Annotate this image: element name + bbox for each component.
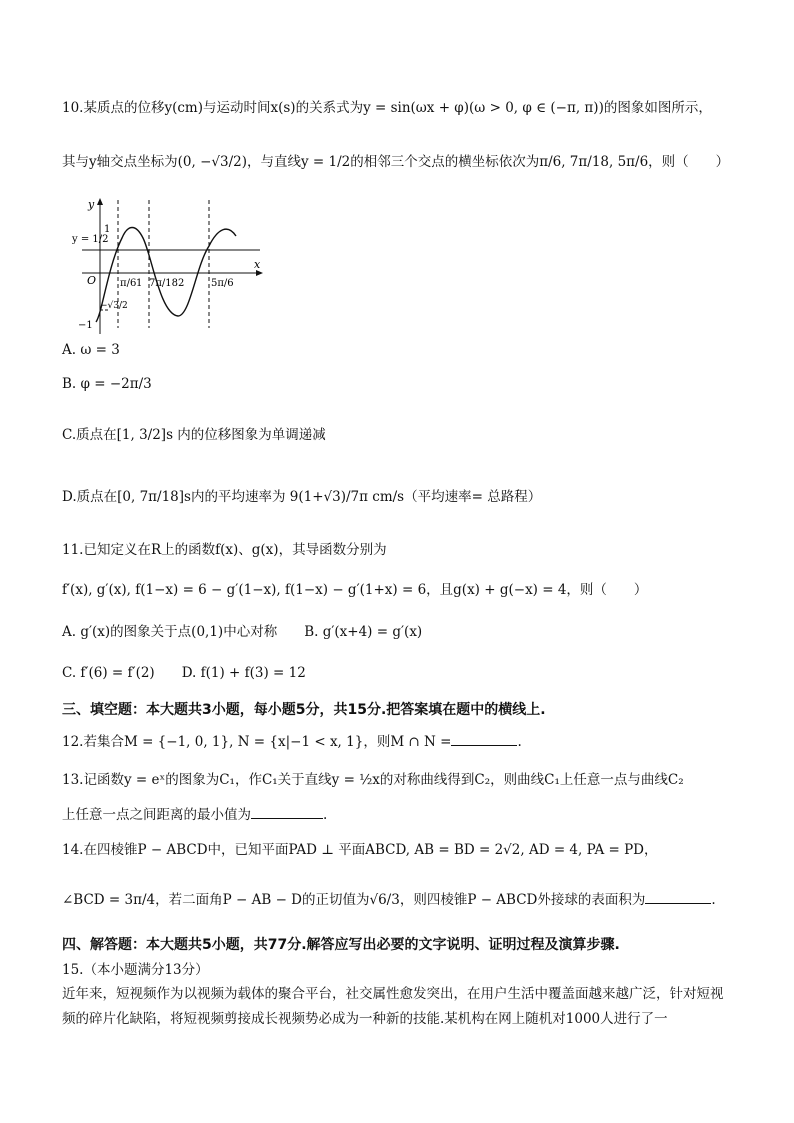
section-4-heading: 四、解答题：本大题共5小题，共77分.解答应写出必要的文字说明、证明过程及演算步骤. bbox=[62, 937, 620, 953]
q12-end: . bbox=[517, 734, 522, 750]
label-7pi18: 7π/18 bbox=[149, 278, 179, 289]
q15-title: 15.（本小题满分13分） bbox=[62, 962, 209, 978]
q12-line bbox=[62, 732, 522, 752]
q10-line2: 其与y轴交点坐标为(0, −√3/2)，与直线y = 1/2的相邻三个交点的横坐标依次为π/6, 7π/18, 5π/6，则（ ） bbox=[62, 154, 730, 170]
q10-line1: 10.某质点的位移y(cm)与运动时间x(s)的关系式为y = sin(ωx + φ)(ω > 0, φ ∈ (−π, π))的图象如图所示， bbox=[62, 100, 712, 116]
q10-option-b: B. φ = −2π/3 bbox=[62, 376, 152, 392]
label-half: y = 1/2 bbox=[72, 234, 109, 245]
q13-answer-blank[interactable] bbox=[251, 806, 323, 819]
q10-option-c: C.质点在[1, 3/2]s 内的位移图象为单调递减 bbox=[62, 427, 326, 443]
q13-line2 bbox=[62, 805, 327, 825]
q10-option-d: D.质点在[0, 7π/18]s内的平均速率为 9(1+√3)/7π cm/s（平均速率= 总路程） bbox=[62, 489, 542, 505]
q12-text: 12.若集合M = {−1, 0, 1}, N = {x|−1 < x, 1}，则M ∩ N = bbox=[62, 734, 452, 750]
label-y: y bbox=[88, 198, 95, 211]
q14-line1: 14.在四棱锥P − ABCD中，已知平面PAD ⊥ 平面ABCD, AB = BD = 2√2, AD = 4, PA = PD， bbox=[62, 842, 658, 858]
label-5pi6: 5π/6 bbox=[211, 278, 234, 289]
q11-options-ab: A. g′(x)的图象关于点(0,1)中心对称 B. g′(x+4) = g′(x) bbox=[62, 624, 423, 640]
section-3-heading: 三、填空题：本大题共3小题，每小题5分，共15分.把答案填在题中的横线上. bbox=[62, 702, 546, 718]
label-one: 1 bbox=[104, 224, 111, 235]
q12-answer-blank[interactable] bbox=[451, 733, 517, 746]
q11-options-cd: C. f′(6) = f′(2) D. f(1) + f(3) = 12 bbox=[62, 665, 306, 681]
q10-option-a: A. ω = 3 bbox=[62, 342, 120, 358]
q13-text: 上任意一点之间距离的最小值为 bbox=[62, 807, 251, 823]
label-neg-one: −1 bbox=[78, 320, 93, 331]
label-x-one: 1 bbox=[136, 278, 143, 289]
label-two: 2 bbox=[178, 278, 185, 289]
label-origin: O bbox=[87, 274, 97, 287]
q14-line2 bbox=[62, 890, 716, 910]
q11-line1: 11.已知定义在R上的函数f(x)、g(x)，其导函数分别为 bbox=[62, 542, 387, 558]
q13-end: . bbox=[323, 807, 328, 823]
q10-graph bbox=[72, 196, 268, 336]
label-x: x bbox=[254, 258, 261, 271]
q15-body: 近年来，短视频作为以视频为载体的聚合平台，社交属性愈发突出，在用户生活中覆盖面越来越广泛，针对短视频的碎片化缺陷，将短视频剪接成长视频势必成为一种新的技能.某机构在网上随机对1000人进行了一 bbox=[62, 986, 724, 1027]
q14-answer-blank[interactable] bbox=[645, 891, 711, 904]
y-axis-arrow bbox=[97, 198, 103, 205]
q14-text: ∠BCD = 3π/4，若二面角P − AB − D的正切值为√6/3，则四棱锥P − ABCD外接球的表面积为 bbox=[62, 892, 646, 908]
label-neg-root3: −√3/2 bbox=[100, 301, 128, 311]
label-pi6: π/6 bbox=[120, 278, 137, 289]
q14-end: . bbox=[711, 892, 716, 908]
q13-line1: 13.记函数y = eˣ的图象为C₁，作C₁关于直线y = ½x的对称曲线得到C₂，则曲线C₁上任意一点与曲线C₂ bbox=[62, 772, 684, 788]
q11-line2: f′(x), g′(x), f(1−x) = 6 − g′(1−x), f(1−x) − g′(1+x) = 6，且g(x) + g(−x) = 4，则（ ） bbox=[62, 582, 648, 598]
